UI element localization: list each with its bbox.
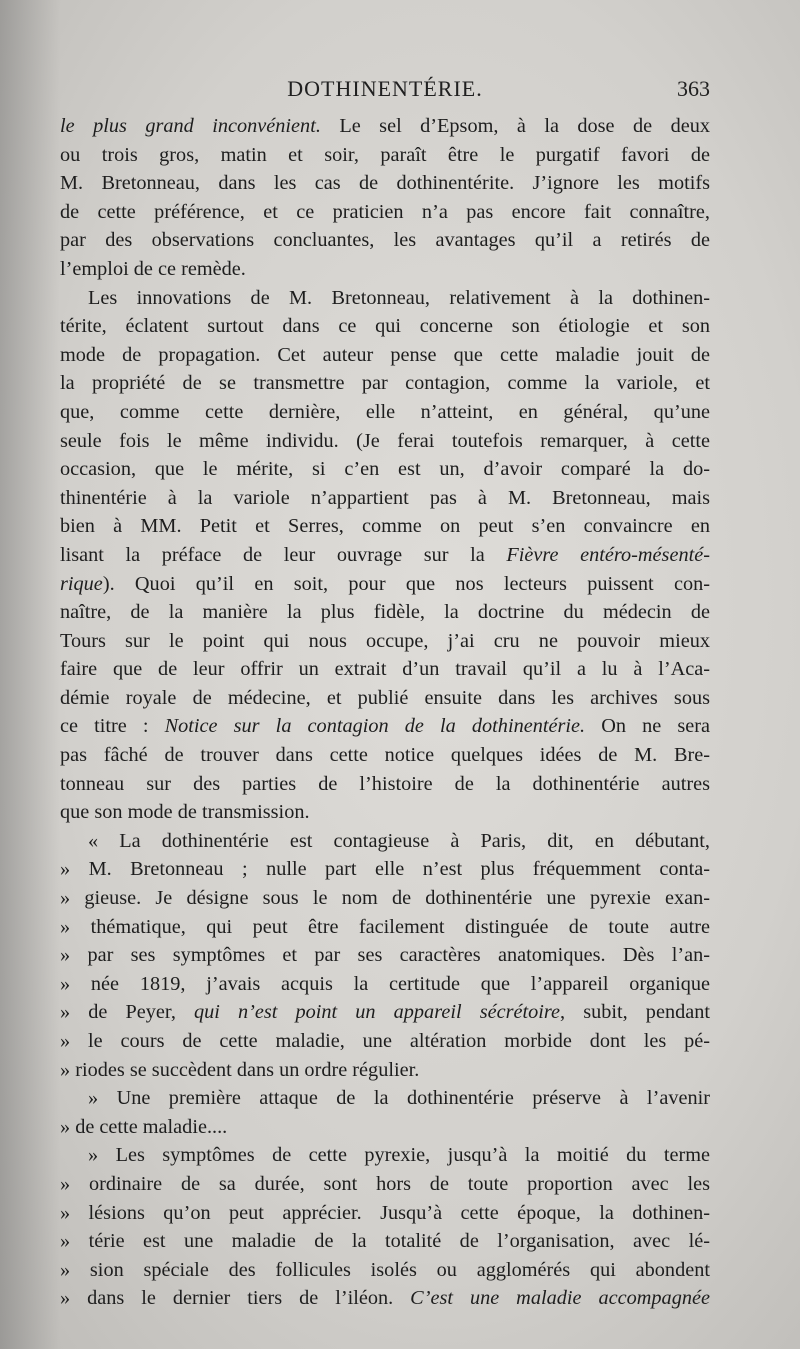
text-run: Les innovations de M. Bretonneau, relativement à la dothinen- [88,286,710,309]
text-run: que, comme cette dernière, elle n’atteint, en général, qu’une [60,400,710,423]
text-run: » M. Bretonneau ; nulle part elle n’est plus fréquemment conta- [60,858,710,881]
text-line [60,770,710,799]
text-run: » de Peyer, [60,1001,194,1024]
text-run: la propriété de se transmettre par contagion, comme la variole, et [60,372,710,395]
text-line [60,484,710,513]
text-run: occasion, que le mérite, si c’en est un, d’avoir comparé la do- [60,458,710,481]
text-line [60,1084,710,1113]
text-line [60,369,710,398]
text-line [60,427,710,456]
italic-text: C’est une maladie accompagnée [410,1287,710,1310]
text-run: ). Quoi qu’il en soit, pour que nos lecteurs puissent con- [102,572,710,595]
page-gutter-shadow [0,0,60,1349]
text-line [60,198,710,227]
text-line [60,884,710,913]
text-run: » ordinaire de sa durée, sont hors de toute proportion avec les [60,1172,710,1195]
italic-text: Notice sur la contagion de la dothinentérie. [164,715,586,738]
text-run: seule fois le même individu. (Je ferai toutefois remarquer, à cette [60,429,710,452]
text-line [60,855,710,884]
text-line [60,1027,710,1056]
text-line [60,827,710,856]
text-line [60,913,710,942]
text-line [60,1284,710,1313]
text-line [60,341,710,370]
text-run: par des observations concluantes, les avantages qu’il a retirés de [60,229,710,252]
text-run: On ne sera [585,715,710,738]
text-line [60,1141,710,1170]
text-run: » riodes se succèdent dans un ordre régulier. [60,1058,420,1081]
text-run: M. Bretonneau, dans les cas de dothinentérite. J’ignore les motifs [60,172,710,195]
paragraph [60,827,710,1084]
text-line [60,169,710,198]
text-line [60,1170,710,1199]
text-line [60,941,710,970]
running-title: DOTHINENTÉRIE. [287,76,483,101]
text-line [60,284,710,313]
page-header [60,74,710,104]
text-line [60,312,710,341]
text-line [60,741,710,770]
text-line [60,455,710,484]
text-line [60,1056,710,1085]
text-line [60,512,710,541]
text-line [60,655,710,684]
text-run: ce titre : [60,715,165,738]
text-run: mode de propagation. Cet auteur pense que cette maladie jouit de [60,343,710,366]
text-run: » dans le dernier tiers de l’iléon. [60,1287,411,1310]
text-run: naître, de la manière la plus fidèle, la doctrine du médecin de [60,601,710,624]
text-run: » thématique, qui peut être facilement distinguée de toute autre [60,915,710,938]
text-run: » térie est une maladie de la totalité de l’organisation, avec lé- [60,1230,710,1253]
text-run: démie royale de médecine, et publié ensuite dans les archives sous [60,686,710,709]
paragraph [60,284,710,827]
text-line [60,684,710,713]
italic-text: Fièvre entéro-mésenté- [506,543,710,566]
text-run: térite, éclatent surtout dans ce qui concerne son étiologie et son [60,315,710,338]
text-run: thinentérie à la variole n’appartient pas à M. Bretonneau, mais [60,486,710,509]
text-line [60,970,710,999]
text-run: » Une première attaque de la dothinentérie préserve à l’avenir [88,1087,710,1110]
italic-text: rique [60,572,103,595]
text-run: , subit, pendant [560,1001,710,1024]
text-line [60,1199,710,1228]
text-line [60,1113,710,1142]
text-line [60,998,710,1027]
text-line [60,141,710,170]
text-run: lisant la préface de leur ouvrage sur la [60,543,507,566]
text-run: » gieuse. Je désigne sous le nom de dothinentérie une pyrexie exan- [60,887,710,910]
text-run: « La dothinentérie est contagieuse à Paris, dit, en débutant, [88,829,710,852]
text-run: tonneau sur des parties de l’histoire de la dothinentérie autres [60,772,710,795]
page-number: 363 [677,76,710,101]
text-line [60,398,710,427]
text-run: l’emploi de ce remède. [60,257,246,280]
text-line [60,226,710,255]
italic-text: qui n’est point un appareil sécrétoire [193,1001,561,1024]
text-line [60,712,710,741]
text-run: » née 1819, j’avais acquis la certitude que l’appareil organique [60,972,710,995]
text-run: » le cours de cette maladie, une altération morbide dont les pé- [60,1030,710,1052]
text-run: » lésions qu’on peut apprécier. Jusqu’à cette époque, la dothinen- [60,1201,710,1224]
text-run: Le sel d’Epsom, à la dose de deux [320,115,710,137]
text-run: de cette préférence, et ce praticien n’a pas encore fait connaître, [60,200,710,223]
text-line [60,570,710,599]
text-line [60,1256,710,1285]
text-line [60,1227,710,1256]
paragraph [60,1141,710,1313]
text-run: ou trois gros, matin et soir, paraît être le purgatif favori de [60,143,710,166]
body-text [60,112,710,1313]
text-run: bien à MM. Petit et Serres, comme on peut s’en convaincre en [60,515,710,538]
text-line [60,112,710,141]
italic-text: le plus grand inconvénient. [60,115,321,137]
text-run: » par ses symptômes et par ses caractères anatomiques. Dès l’an- [60,944,710,967]
text-line [60,627,710,656]
text-run: Tours sur le point qui nous occupe, j’ai cru ne pouvoir mieux [60,629,710,652]
text-line [60,598,710,627]
text-run: pas fâché de trouver dans cette notice quelques idées de M. Bre- [60,744,710,767]
text-run: » de cette maladie.... [60,1115,228,1138]
text-run: que son mode de transmission. [60,801,310,824]
text-line [60,255,710,284]
text-run: » sion spéciale des follicules isolés ou agglomérés qui abondent [60,1258,710,1281]
text-line [60,541,710,570]
text-run: » Les symptômes de cette pyrexie, jusqu’à la moitié du terme [88,1144,710,1167]
paragraph [60,1084,710,1141]
text-line [60,798,710,827]
paragraph [60,112,710,284]
text-run: faire que de leur offrir un extrait d’un travail qu’il a lu à l’Aca- [60,658,710,681]
